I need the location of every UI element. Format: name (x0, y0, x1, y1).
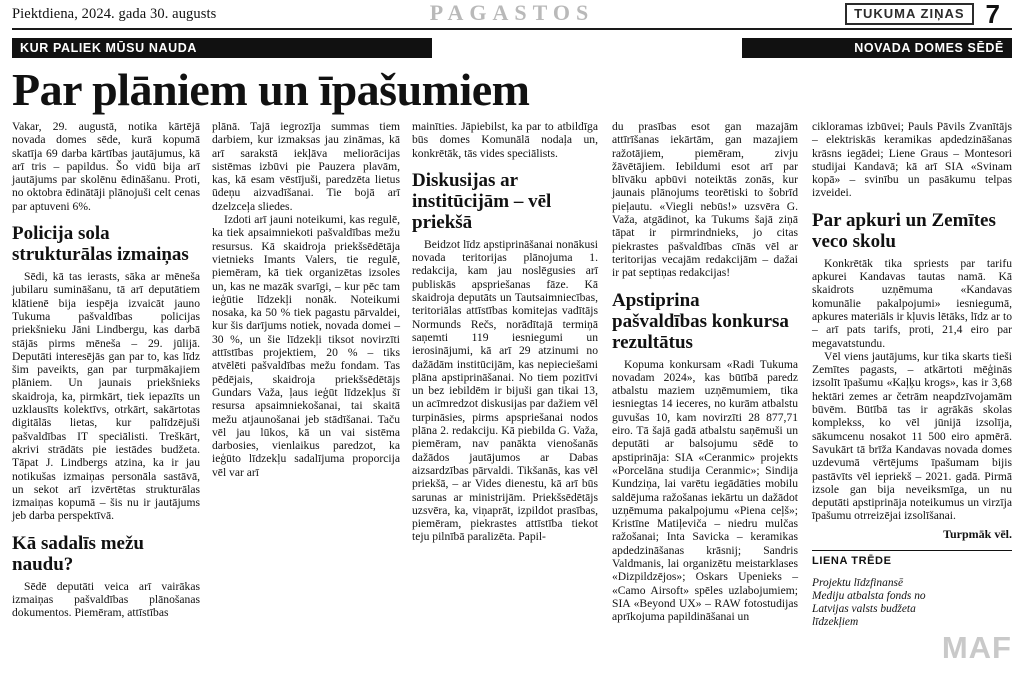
column-3 (412, 120, 612, 692)
maf-logo: MAF (941, 630, 1012, 665)
paragraph: Izdoti arī jauni noteikumi, kas regulē, ka tiek apsaimniekoti pašvaldības mežu resursus. Kā skaidroja priekšsēdētāja vietnieks Imants Valers, tie regulē, piemēram, kā tiek organizētas izsoles un, kas ne mazāk svarīgi, – kur pēc tam ieģūtie līdzekļi nonāk. Noteikumi nosaka, ka 50 % tiek pagastu pārvaldei, kur šis darījums notiek, novada domei – 30 %, un šie līdzekļi tiksot novirzīti attīstības projektiem, 20 % – tiks atvēlēti pašvaldības mežu fondam. Tas pēdējais, skaidroja priekšsēdētājs Gundars Važa, ļaus ieģūt līdzekļus šī resursa apsaimniekošanai, tai skaitā mežu atjaunošanai jeb stādīšanai. Taču vēl jau lūkos, kā un vai sistēma darbosies, vienlaikus paredzot, ka ieģūto līdzekļu sadalījuma proporcija vēl var arī (212, 213, 400, 479)
masthead-right-group (845, 1, 1000, 27)
funding-note: Projektu līdzfinansē Mediju atbalsta fonds no Latvijas valsts budžeta līdzekļiem (812, 576, 926, 628)
masthead-date: Piektdiena, 2024. gada 30. augusts (12, 5, 217, 22)
subheading-discussions: Diskusijas ar institūcijām – vēl priekšā (412, 169, 552, 233)
subheading-heating-school: Par apkuri un Zemītes veco skolu (812, 209, 996, 252)
paragraph: Konkrētāk tika spriests par tarifu apkurei Kandavas tautas namā. Kā skaidrots uzņēmuma «Kandavas komunālie pakalpojumi» iesniegumā, apkures materiāls ir kļuvis lētāks, līdz ar to – arī pats tarifs, proti, 21,4 eiro par megavatstundu. (812, 256, 1012, 350)
paragraph: cikloramas izbūvei; Pauls Pāvils Zvanītājs – elektriskās keramikas apdedzināšanas krāsns iegādei; Liene Graus – Montesori studijai Kandavā; kā arī SIA «Svinam kopā» – svinību un pasākumu telpas izveidei. (812, 120, 1012, 200)
lead-paragraph: Vakar, 29. augustā, notika kārtējā novada domes sēde, kurā kopumā skatīja 69 darba kārtības jautājumus, kā arī tris – papildus. Šo vidū bija arī jautājums par skolēnu ēdināšanu. Proti, no oktobra ēdinātāji plānojuši celt cenas par aptuveni 6%. (12, 120, 200, 213)
section-bar-spacer (432, 38, 742, 58)
paragraph: Sēdi, kā tas ierasts, sāka ar mēneša jubilaru sumināšanu, tā arī deputātiem klātienē bija iespēja izvaicāt jauno Tukuma pašvaldības policijas priekšnieku Jāni Lindbergu, kas darbā stājās pirms mēneša – 29. jūlijā. Deputāti interesējās gan par to, kas līdz šim paveikts, gan par turpmākajiem plāniem. Un jaunais priekšnieks skaidroja, ka, pirmkārt, tiek iepazīts un uzklausīts kolektīvs, otrkārt, sakārtotas digitālās lietas, kur palīdzējuši pašvaldības IT speciālisti. Treškārt, akrivi strādāts pie iestādes budžeta. Tāpat J. Lindbergs atzina, ka ir jau notikušas izmaiņas personāla sastāvā, un sekot arī izvērtētas strukturālas izmaiņas kopumā – šis nu ir jautājums jeb darba perspektīvā. (12, 270, 200, 523)
paragraph: Beidzot līdz apstiprināšanai nonākusi novada teritorijas plānojuma 1. redakcija, kam jau noslēgusies arī publiskās apspriešanas fāze. Kā skaidroja deputāts un Tautsaimniecības, teritoriālas attīstības komitejas vadītājs Normunds Rečs, norādītajā termiņā saņemti 119 iesniegumi un ierosinājumi, kā arī 29 atzinumi no dažādām institūcijām, kas nepieciešami plāna apstiprināšanai. No tiem pozitīvi un bez iebildēm ir bijuši gan tikai 13, un acīmredzot diskusijas par dažiem vēl turpināsies, pirms apspriešanai nodos plāna 2. redakciju. Kā piebilda G. Važa, piemēram, nav panākta vienošanās dažādos jautājumos ar Dabas aizsardzības pārvaldi. Tikšanās, kas vēl priekšā, – ar Vides dienestu, kā arī būs sarunas ar ministrijām. Priekšsēdētājs uzsvēra, ka, viņaprāt, izpildot prasības, piemēram, piekrastes attīstība tiekot teju pilnībā paralizēta. Papil- (412, 237, 598, 544)
section-bar-right: NOVADA DOMES SĒDĒ (742, 38, 1012, 58)
section-bar-left: KUR PALIEK MŪSU NAUDA (12, 38, 432, 58)
paragraph: Kopuma konkursam «Radi Tukuma novadam 2024», kas būtībā paredz atbalstu maziem uzņēmumiem, tika iesniegtas 14 ieceres, no kurām atbalstu guvušas 10, kam novirzīti 28 877,71 eiro. Tā šajā gadā atbalstu saņēmuši un deputāti ar balsojumu sēdē to apstiprināja: SIA «Ceranmic» projekts «Porcelāna studija Ceranmic»; Sindija Kundziņa, lai varētu iegādāties mobilu saldējuma ražošanas iekārtu un dažādot uzņēmuma pakalpojumu «Piena ceļš»; Kristīne Matiļeviča – niedru mulčas ražošanai; Inta Savicka – keramikas apdedzināšanas krāsnij; Sandris Valdmanis, lai organizētu meistarklases «Dizpildzējos»; Oskars Upenieks – «Camo Airsoft» spēles uzlabojumiem; SIA «Beyond UX» – RAW fotostudijas aprīkojuma papildināšanai un (612, 357, 798, 624)
masthead-brand: TUKUMA ZIŅAS (845, 3, 973, 25)
byline: LIENA TRĒDE (812, 550, 1012, 567)
paragraph: Vēl viens jautājums, kur tika skarts tieši Zemītes pagasts, – atkārtoti mēģinās izsolīt īpašumu «Kaļķu krogs», kas ir 3,68 hektāri zemes ar četrām neapdzīvojamām būvēm. Būtībā tas ir agrākās skolas komplekss, ko vēl jūnijā izsolīja, sākumcenu nosakot 11 500 eiro apmērā. Savukārt tā brīža Kandavas novada domes uzdevumā vērtējums īpašumam bijis pastāvīts vēl iepriekš – 2021. gadā. Pirmā izsole gan bija neveiksmīga, un nu deputāti apstiprināja noteikumus un virzīja īpašumu otrreizējai izsolīšanai. (812, 349, 1012, 523)
paragraph: plānā. Tajā iegrozīja summas tiem darbiem, kur izmaksas jau zināmas, kā arī sarakstā iekļāva meliorācijas sistēmas izbūvi pie Pauzera plavām, kas, kā esam vēstījuši, paredzēta lietus ūdeņu aizvadīšanai. Tie bojā arī dzelzceļa sliedes. (212, 120, 400, 213)
continued-note: Turpmāk vēl. (943, 526, 1012, 541)
article-columns (12, 120, 1012, 692)
column-4 (612, 120, 812, 692)
section-bars (12, 38, 1012, 58)
paragraph: mainīties. Jāpiebilst, ka par to atbildīga būs domes Komunālā nodaļa un, konkrētāk, tās vides speciālists. (412, 120, 598, 160)
paragraph: Sēdē deputāti veica arī vairākas izmaiņas pašvaldības plānošanas dokumentos. Piemēram, attīstības (12, 579, 200, 620)
subheading-police: Policija sola strukturālas izmaiņas (12, 223, 189, 266)
subheading-forest-money: Kā sadalīs mežu naudu? (12, 532, 144, 575)
page-title: Par plāniem un īpašumiem (12, 64, 530, 115)
column-5 (812, 120, 1012, 692)
page-number: 7 (985, 0, 1000, 29)
masthead-watermark: PAGASTOS (429, 0, 595, 25)
paragraph: du prasības esot gan mazajām attīrīšanas iekārtām, gan mazajiem ražotājiem, piemēram, zivju žāvētājiem. Iebildumi esot arī par blīvāku apbūvi noteiktās zonās, kur jaunais plānojums teorētiski to šobrīd pieļautu. «Viegli nebūs!» uzsvēra G. Važa, atgādinot, ka Tukums šajā ziņā tāpat ir pirmrindnieks, jo citas piekrastes pašvaldības cīnās vēl ar teritorijas vecajām redakcijām – dažai ir pat septiņas redakcijas! (612, 120, 798, 280)
column-1 (12, 120, 212, 692)
masthead (12, 0, 1012, 30)
subheading-contest-results: Apstiprina pašvaldības konkursa rezultātus (612, 289, 789, 353)
column-2 (212, 120, 412, 692)
